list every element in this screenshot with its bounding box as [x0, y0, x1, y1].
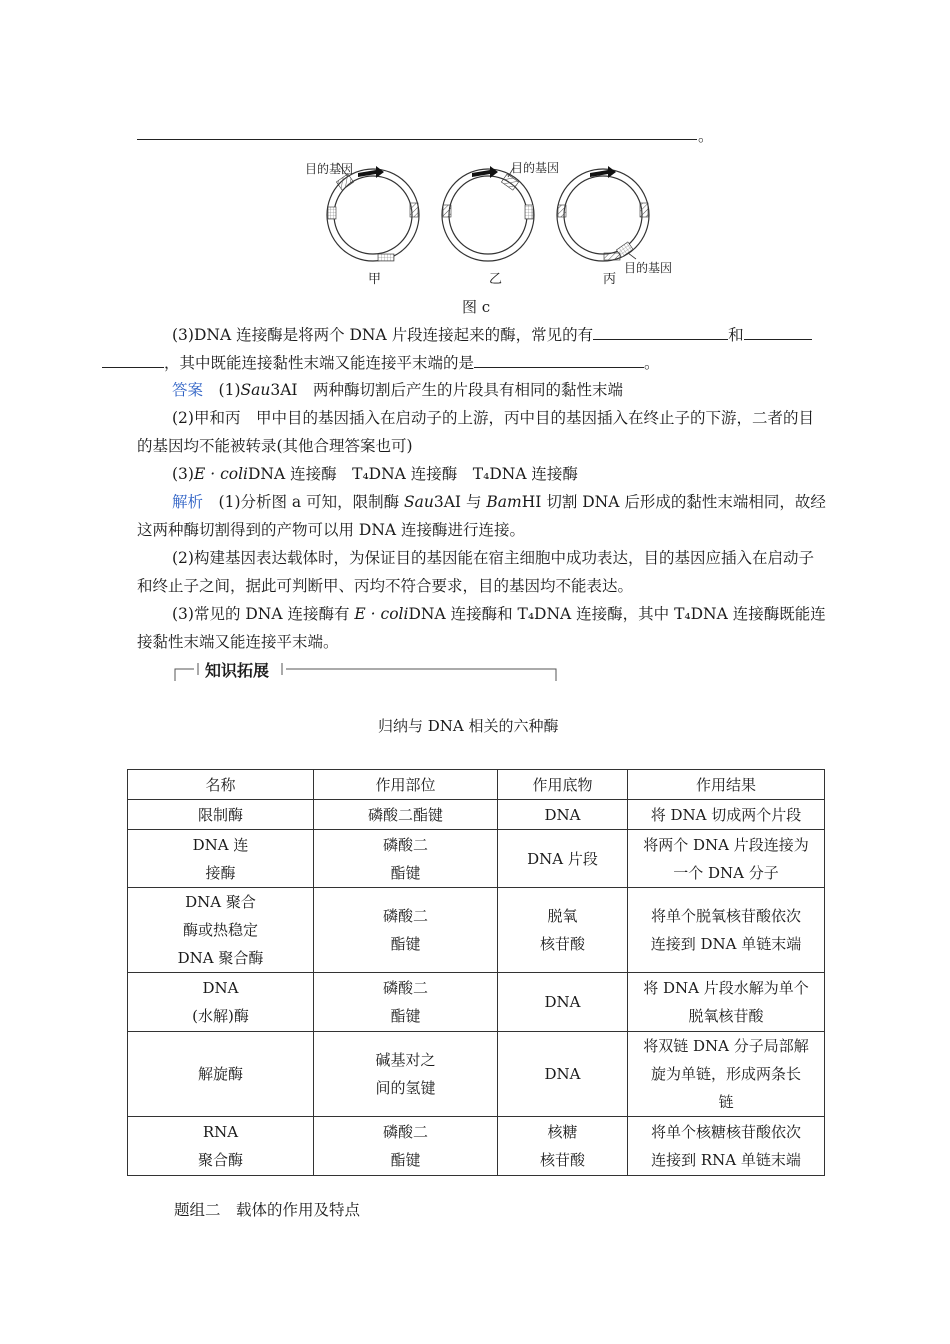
header-cell: 作用底物 — [498, 770, 628, 800]
table-row — [128, 888, 825, 973]
plasmid-bing — [557, 166, 649, 261]
analysis-label: 解析 — [172, 493, 204, 511]
table-cell: 解旋酶 — [128, 1032, 314, 1117]
table-cell: DNA (水解)酶 — [128, 973, 314, 1032]
table-title: 归纳与 DNA 相关的六种酶 — [378, 717, 559, 735]
answer-blank — [593, 323, 728, 340]
header-cell: 作用结果 — [628, 770, 825, 800]
plasmid-jia — [327, 163, 419, 261]
table-cell: 将双链 DNA 分子局部解 旋为单链，形成两条长 链 — [628, 1032, 825, 1117]
plasmid-yi — [442, 166, 534, 261]
answer-line-2: (2)甲和丙 甲中目的基因插入在启动子的上游，丙中目的基因插入在终止子的下游，二者的目的基因均不能被转录(其他合理答案也可) — [137, 409, 814, 455]
plasmid-name-yi: 乙 — [489, 272, 503, 287]
table-cell: 磷酸二酯键 — [314, 800, 498, 830]
analysis-p2: (2)构建基因表达载体时，为保证目的基因能在宿主细胞中成功表达，目的基因应插入在启动子和终止子之间，据此可判断甲、丙均不符合要求，目的基因均不能表达。 — [137, 549, 814, 595]
answer-blank — [474, 351, 644, 368]
table-cell: DNA — [498, 973, 628, 1032]
table-row — [128, 830, 825, 888]
table-cell: 将两个 DNA 片段连接为 一个 DNA 分子 — [628, 830, 825, 888]
table-row — [128, 1117, 825, 1176]
answer-line-1: 答案 (1)Sau3AⅠ 两种酶切割后产生的片段具有相同的黏性末端 — [172, 381, 624, 399]
table-cell: DNA — [498, 800, 628, 830]
table-cell: 碱基对之 间的氢键 — [314, 1032, 498, 1117]
next-section-heading: 题组二 载体的作用及特点 — [174, 1201, 361, 1219]
gene-label-yi: 目的基因 — [511, 161, 560, 175]
table-cell: RNA 聚合酶 — [128, 1117, 314, 1176]
answer-blank — [744, 323, 812, 340]
table-cell: DNA 片段 — [498, 830, 628, 888]
table-row — [128, 1032, 825, 1117]
plasmid-name-jia: 甲 — [368, 272, 382, 287]
answer-line-3: (3)E · coliDNA 连接酶 T₄DNA 连接酶 T₄DNA 连接酶 — [172, 465, 578, 483]
table-row — [128, 800, 825, 830]
table-header-row — [128, 770, 825, 800]
table-cell: 将单个脱氧核苷酸依次 连接到 DNA 单链末端 — [628, 888, 825, 973]
answer-blank — [102, 351, 164, 368]
figure-caption: 图 c — [462, 298, 491, 316]
plasmid-name-bing: 丙 — [603, 272, 617, 287]
analysis-p3: (3)常见的 DNA 连接酶有 E · coliDNA 连接酶和 T₄DNA 连接酶，其中 T₄DNA 连接酶既能连接黏性末端又能连接平末端。 — [137, 605, 826, 651]
table-cell: 磷酸二 酯键 — [314, 973, 498, 1032]
analysis-p1: 解析 (1)分析图 a 可知，限制酶 Sau3AⅠ 与 BamHⅠ 切割 DNA 后形成的黏性末端相同，故经这两种酶切割得到的产物可以用 DNA 连接酶进行连接。 — [137, 493, 826, 539]
table-cell: 将单个核糖核苷酸依次 连接到 RNA 单链末端 — [628, 1117, 825, 1176]
table-cell: 脱氧 核苷酸 — [498, 888, 628, 973]
gene-label-bing: 目的基因 — [624, 261, 673, 275]
table-cell: 核糖 核苷酸 — [498, 1117, 628, 1176]
table-cell: 磷酸二 酯键 — [314, 888, 498, 973]
table-cell: 将 DNA 切成两个片段 — [628, 800, 825, 830]
enzyme-table — [127, 769, 825, 1176]
table-cell: 磷酸二 酯键 — [314, 1117, 498, 1176]
table-cell: 将 DNA 片段水解为单个 脱氧核苷酸 — [628, 973, 825, 1032]
table-cell: DNA 聚合 酶或热稳定 DNA 聚合酶 — [128, 888, 314, 973]
answer-label: 答案 — [172, 381, 204, 399]
blank-period: 。 — [698, 127, 714, 145]
header-cell: 作用部位 — [314, 770, 498, 800]
table-cell: 限制酶 — [128, 800, 314, 830]
question-3: (3)DNA 连接酶是将两个 DNA 片段连接起来的酶，常见的有 和 ，其中既能连接黏性末端又能连接平末端的是 。 — [137, 321, 827, 377]
table-row — [128, 973, 825, 1032]
table-cell: DNA 连 接酶 — [128, 830, 314, 888]
answer-blank-line — [137, 139, 697, 140]
gene-label-jia: 目的基因 — [305, 162, 354, 176]
extension-title: 知识拓展 — [205, 661, 270, 680]
header-cell: 名称 — [128, 770, 314, 800]
table-cell: DNA — [498, 1032, 628, 1117]
table-cell: 磷酸二 酯键 — [314, 830, 498, 888]
